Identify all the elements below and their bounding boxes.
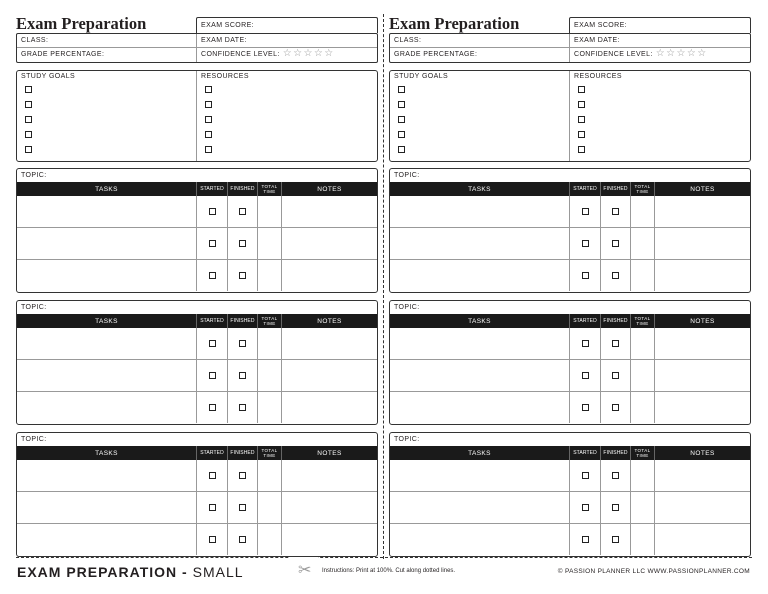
checkbox-icon[interactable] (239, 240, 246, 247)
notes-cell[interactable] (655, 392, 750, 423)
checkbox-icon[interactable] (25, 131, 32, 138)
total-time-cell[interactable] (631, 392, 655, 423)
checkbox-icon[interactable] (398, 146, 405, 153)
notes-cell[interactable] (282, 360, 377, 391)
total-time-cell[interactable] (258, 360, 282, 391)
exam-date-label: EXAM DATE: (201, 37, 247, 44)
checkbox-icon[interactable] (582, 272, 589, 279)
checkbox-icon[interactable] (398, 101, 405, 108)
star-outline-icon[interactable]: ☆ (293, 48, 303, 59)
total-time-cell[interactable] (631, 260, 655, 291)
planner-title: Exam Preparation (389, 14, 520, 33)
notes-cell[interactable] (282, 460, 377, 491)
topic-section (389, 300, 751, 425)
started-header: STARTED (197, 446, 228, 460)
task-row (17, 328, 377, 360)
planner-left (16, 15, 378, 557)
notes-cell[interactable] (655, 260, 750, 291)
topic-field[interactable] (390, 301, 750, 314)
finished-header: FINISHED (228, 182, 258, 196)
checkbox-icon[interactable] (582, 208, 589, 215)
task-row (17, 228, 377, 260)
checkbox-icon[interactable] (209, 536, 216, 543)
task-row (17, 492, 377, 524)
notes-cell[interactable] (282, 196, 377, 227)
topic-section (16, 168, 378, 293)
notes-cell[interactable] (655, 524, 750, 555)
topic-section (389, 168, 751, 293)
study-goals-label: STUDY GOALS (394, 73, 449, 80)
checkbox-icon[interactable] (578, 101, 585, 108)
notes-cell[interactable] (282, 328, 377, 359)
finished-header: FINISHED (601, 446, 631, 460)
task-cell[interactable] (390, 524, 570, 555)
checkbox-icon[interactable] (209, 272, 216, 279)
task-cell[interactable] (390, 360, 570, 391)
task-cell[interactable] (17, 328, 197, 359)
confidence-stars (283, 49, 335, 59)
exam-info-box (389, 33, 751, 63)
checkbox-icon[interactable] (398, 116, 405, 123)
task-row (17, 392, 377, 423)
checkbox-icon[interactable] (582, 372, 589, 379)
topic-label: TOPIC: (21, 436, 47, 443)
task-cell[interactable] (390, 196, 570, 227)
resources-label: RESOURCES (574, 73, 622, 80)
tasks-header: TASKS (17, 182, 197, 196)
goals-resources-box (389, 70, 751, 162)
checkbox-icon[interactable] (239, 504, 246, 511)
resources-column (197, 71, 377, 161)
checkbox-icon[interactable] (612, 240, 619, 247)
exam-score-field[interactable] (569, 17, 751, 33)
task-cell[interactable] (17, 392, 197, 423)
checkbox-icon[interactable] (578, 86, 585, 93)
finished-header: FINISHED (228, 314, 258, 328)
checkbox-icon[interactable] (612, 404, 619, 411)
task-row (17, 360, 377, 392)
task-cell[interactable] (390, 328, 570, 359)
finished-header: FINISHED (228, 446, 258, 460)
grade-percentage-field[interactable] (390, 48, 570, 62)
task-row (17, 460, 377, 492)
total-time-cell[interactable] (631, 524, 655, 555)
task-row (17, 260, 377, 291)
checkbox-icon[interactable] (239, 536, 246, 543)
task-cell[interactable] (390, 492, 570, 523)
tasks-header: TASKS (17, 446, 197, 460)
task-row (390, 524, 750, 555)
study-goals-column (390, 71, 570, 161)
tasks-header: TASKS (390, 182, 570, 196)
resources-column (570, 71, 750, 161)
star-outline-icon[interactable]: ☆ (676, 48, 686, 59)
checkbox-icon[interactable] (398, 131, 405, 138)
task-cell[interactable] (17, 524, 197, 555)
started-header: STARTED (570, 182, 601, 196)
checkbox-icon[interactable] (239, 372, 246, 379)
checkbox-icon[interactable] (239, 472, 246, 479)
total-time-cell[interactable] (258, 260, 282, 291)
checkbox-icon[interactable] (612, 372, 619, 379)
checkbox-icon[interactable] (205, 101, 212, 108)
exam-info-box (16, 33, 378, 63)
planner-header (389, 15, 751, 63)
topic-field[interactable] (390, 169, 750, 182)
star-outline-icon[interactable]: ☆ (686, 48, 697, 59)
notes-cell[interactable] (655, 460, 750, 491)
total-time-header: TOTAL TIME (258, 314, 282, 328)
topic-section (16, 432, 378, 557)
total-time-cell[interactable] (258, 196, 282, 227)
class-field[interactable] (390, 34, 570, 48)
total-time-cell[interactable] (258, 328, 282, 359)
checkbox-icon[interactable] (398, 86, 405, 93)
tasks-header: TASKS (390, 314, 570, 328)
checkbox-icon[interactable] (239, 340, 246, 347)
checkbox-icon[interactable] (239, 404, 246, 411)
total-time-cell[interactable] (631, 196, 655, 227)
scissors-icon: ✂ (298, 562, 312, 579)
checkbox-icon[interactable] (209, 208, 216, 215)
checkbox-icon[interactable] (578, 131, 585, 138)
task-row (390, 460, 750, 492)
notes-cell[interactable] (282, 260, 377, 291)
checkbox-icon[interactable] (578, 116, 585, 123)
started-header: STARTED (570, 314, 601, 328)
confidence-level-field (570, 48, 750, 62)
task-cell[interactable] (17, 492, 197, 523)
tasks-header: TASKS (390, 446, 570, 460)
task-row (390, 328, 750, 360)
checkbox-icon[interactable] (239, 272, 246, 279)
topic-section (16, 300, 378, 425)
task-cell[interactable] (17, 360, 197, 391)
total-time-cell[interactable] (258, 228, 282, 259)
grade-percentage-label: GRADE PERCENTAGE: (21, 51, 105, 58)
notes-cell[interactable] (655, 328, 750, 359)
task-table-header (390, 314, 750, 328)
checkbox-icon[interactable] (209, 240, 216, 247)
topic-label: TOPIC: (394, 172, 420, 179)
topic-section (389, 432, 751, 557)
checkbox-icon[interactable] (582, 240, 589, 247)
planner-header (16, 15, 378, 63)
task-table-header (390, 182, 750, 196)
checkbox-icon[interactable] (612, 272, 619, 279)
checkbox-icon[interactable] (239, 208, 246, 215)
total-time-cell[interactable] (258, 392, 282, 423)
total-time-cell[interactable] (631, 360, 655, 391)
total-time-cell[interactable] (631, 228, 655, 259)
total-time-cell[interactable] (631, 460, 655, 491)
checkbox-icon[interactable] (582, 340, 589, 347)
task-cell[interactable] (17, 460, 197, 491)
study-goals-label: STUDY GOALS (21, 73, 76, 80)
tasks-header: TASKS (17, 314, 197, 328)
star-outline-icon[interactable]: ☆ (324, 48, 334, 59)
notes-cell[interactable] (282, 524, 377, 555)
total-time-cell[interactable] (258, 460, 282, 491)
star-outline-icon[interactable]: ☆ (282, 48, 293, 59)
class-label: CLASS: (21, 37, 49, 44)
star-outline-icon[interactable]: ☆ (313, 48, 324, 59)
exam-date-field[interactable] (570, 34, 750, 48)
notes-cell[interactable] (282, 392, 377, 423)
confidence-label: CONFIDENCE LEVEL: (574, 51, 653, 58)
task-row (17, 196, 377, 228)
task-table-header (390, 446, 750, 460)
notes-cell[interactable] (655, 196, 750, 227)
topic-label: TOPIC: (394, 436, 420, 443)
notes-cell[interactable] (655, 360, 750, 391)
confidence-level-field (197, 48, 377, 62)
notes-header: NOTES (317, 317, 342, 325)
checkbox-icon[interactable] (578, 146, 585, 153)
notes-cell[interactable] (655, 228, 750, 259)
task-row (390, 360, 750, 392)
study-goals-column (17, 71, 197, 161)
class-field[interactable] (17, 34, 197, 48)
topic-field[interactable] (17, 433, 377, 446)
checkbox-icon[interactable] (612, 340, 619, 347)
task-row (390, 196, 750, 228)
checkbox-icon[interactable] (582, 404, 589, 411)
checkbox-icon[interactable] (582, 536, 589, 543)
task-row (17, 524, 377, 555)
checkbox-icon[interactable] (209, 504, 216, 511)
grade-percentage-field[interactable] (17, 48, 197, 62)
checkbox-icon[interactable] (209, 404, 216, 411)
exam-score-label: EXAM SCORE: (201, 22, 255, 29)
topic-field[interactable] (17, 301, 377, 314)
exam-date-label: EXAM DATE: (574, 37, 620, 44)
task-row (390, 492, 750, 524)
resources-label: RESOURCES (201, 73, 249, 80)
task-table-header (17, 182, 377, 196)
grade-percentage-label: GRADE PERCENTAGE: (394, 51, 478, 58)
checkbox-icon[interactable] (612, 208, 619, 215)
checkbox-icon[interactable] (209, 340, 216, 347)
checkbox-icon[interactable] (612, 504, 619, 511)
total-time-header: TOTAL TIME (631, 314, 655, 328)
task-cell[interactable] (17, 260, 197, 291)
checkbox-icon[interactable] (25, 116, 32, 123)
planner-title: Exam Preparation (16, 14, 147, 33)
finished-header: FINISHED (601, 314, 631, 328)
topic-label: TOPIC: (21, 304, 47, 311)
total-time-header: TOTAL TIME (258, 446, 282, 460)
topic-label: TOPIC: (21, 172, 47, 179)
total-time-header: TOTAL TIME (631, 182, 655, 196)
notes-cell[interactable] (655, 492, 750, 523)
checkbox-icon[interactable] (25, 101, 32, 108)
checkbox-icon[interactable] (205, 131, 212, 138)
started-header: STARTED (570, 446, 601, 460)
copyright-text: © PASSION PLANNER LLC WWW.PASSIONPLANNER.COM (557, 568, 750, 575)
notes-header: NOTES (317, 449, 342, 457)
page-footer (0, 563, 768, 583)
checkbox-icon[interactable] (209, 472, 216, 479)
checkbox-icon[interactable] (25, 146, 32, 153)
checkbox-icon[interactable] (582, 472, 589, 479)
total-time-cell[interactable] (631, 492, 655, 523)
notes-cell[interactable] (282, 228, 377, 259)
star-outline-icon[interactable]: ☆ (697, 48, 707, 59)
total-time-header: TOTAL TIME (631, 446, 655, 460)
task-cell[interactable] (17, 196, 197, 227)
star-outline-icon[interactable]: ☆ (655, 48, 666, 59)
star-outline-icon[interactable]: ☆ (303, 48, 313, 59)
vertical-cut-line (383, 14, 384, 559)
exam-score-label: EXAM SCORE: (574, 22, 628, 29)
finished-header: FINISHED (601, 182, 631, 196)
confidence-stars (656, 49, 708, 59)
checkbox-icon[interactable] (612, 472, 619, 479)
task-row (390, 228, 750, 260)
task-cell[interactable] (390, 228, 570, 259)
exam-score-field[interactable] (196, 17, 378, 33)
checkbox-icon[interactable] (582, 504, 589, 511)
exam-date-field[interactable] (197, 34, 377, 48)
topic-label: TOPIC: (394, 304, 420, 311)
print-instructions: Instructions: Print at 100%. Cut along dotted lines. (322, 568, 456, 574)
goals-resources-box (16, 70, 378, 162)
task-cell[interactable] (390, 392, 570, 423)
task-row (390, 392, 750, 423)
task-cell[interactable] (390, 460, 570, 491)
checkbox-icon[interactable] (205, 116, 212, 123)
notes-header: NOTES (690, 449, 715, 457)
task-cell[interactable] (390, 260, 570, 291)
task-table-header (17, 314, 377, 328)
star-outline-icon[interactable]: ☆ (666, 48, 676, 59)
horizontal-cut-line (16, 557, 752, 558)
total-time-cell[interactable] (258, 524, 282, 555)
footer-title: EXAM PREPARATION - SMALL (17, 564, 244, 580)
notes-header: NOTES (317, 185, 342, 193)
checkbox-icon[interactable] (25, 86, 32, 93)
total-time-cell[interactable] (631, 328, 655, 359)
started-header: STARTED (197, 314, 228, 328)
total-time-header: TOTAL TIME (258, 182, 282, 196)
started-header: STARTED (197, 182, 228, 196)
confidence-label: CONFIDENCE LEVEL: (201, 51, 280, 58)
class-label: CLASS: (394, 37, 422, 44)
topic-field[interactable] (390, 433, 750, 446)
notes-header: NOTES (690, 185, 715, 193)
notes-cell[interactable] (282, 492, 377, 523)
checkbox-icon[interactable] (205, 86, 212, 93)
checkbox-icon[interactable] (612, 536, 619, 543)
task-cell[interactable] (17, 228, 197, 259)
notes-header: NOTES (690, 317, 715, 325)
checkbox-icon[interactable] (209, 372, 216, 379)
task-table-header (17, 446, 377, 460)
checkbox-icon[interactable] (205, 146, 212, 153)
planner-right (389, 15, 751, 557)
task-row (390, 260, 750, 291)
total-time-cell[interactable] (258, 492, 282, 523)
topic-field[interactable] (17, 169, 377, 182)
